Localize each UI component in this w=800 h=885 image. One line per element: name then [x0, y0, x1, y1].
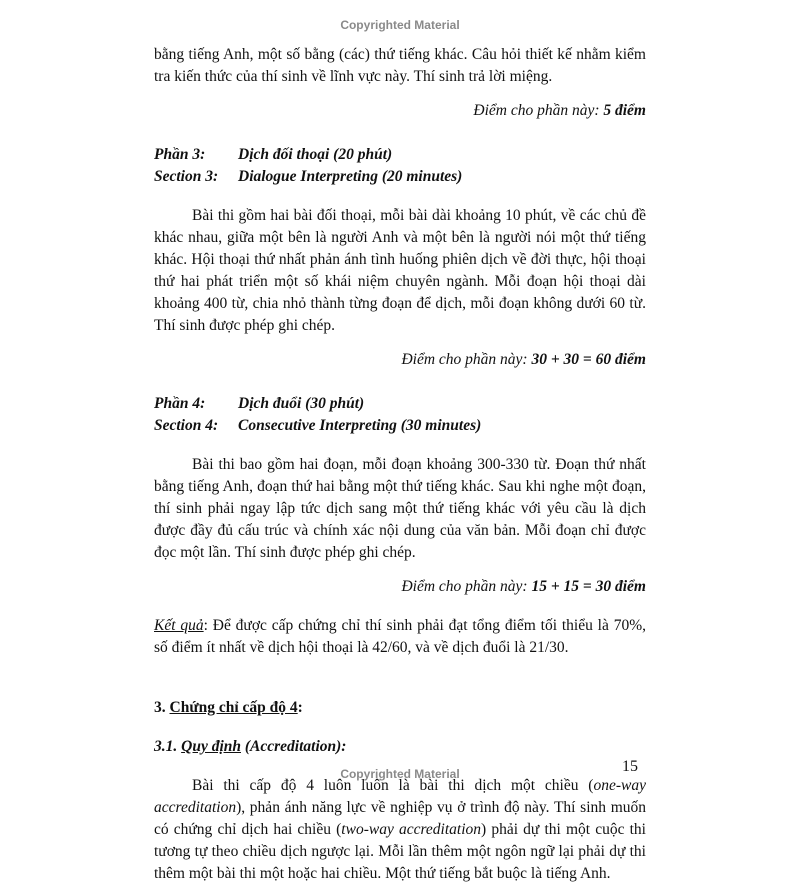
page-number: 15: [622, 758, 638, 775]
result-text: : Để được cấp chứng chỉ thí sinh phải đạt tổng điểm tối thiểu là 70%, số điểm ít nhất về dịch hội thoại là 42/60, và về dịch đuổi là 21/30.: [154, 617, 646, 656]
score-line-part2: [154, 100, 646, 122]
section3-body: [154, 775, 646, 885]
score-value: 15 + 15 = 30 điểm: [531, 578, 646, 595]
section3-colon: :: [297, 699, 303, 716]
part4-en-title: Consecutive Interpreting (30 minutes): [238, 417, 482, 434]
intro-paragraph: bằng tiếng Anh, một số bằng (các) thứ tiếng khác. Câu hỏi thiết kế nhằm kiểm tra kiến thức của thí sinh về lĩnh vực này. Thí sinh trả lời miệng.: [154, 46, 646, 85]
part4-en-label: Section 4:: [154, 417, 219, 434]
score-label: Điểm cho phần này:: [401, 578, 532, 595]
section3-title: Chứng chỉ cấp độ 4: [169, 699, 298, 716]
subsection-title: Quy định: [181, 738, 241, 755]
page-content: [154, 44, 646, 885]
body-text: Bài thi cấp độ 4 luôn luôn là bài thi dịch một chiều (: [192, 777, 594, 794]
part4-vi-title: Dịch đuổi (30 phút): [238, 395, 365, 412]
result-label: Kết quả: [154, 617, 204, 634]
section3-heading: [154, 697, 646, 719]
subsection-rest: (Accreditation):: [241, 738, 347, 755]
score-label: Điểm cho phần này:: [473, 102, 604, 119]
body-text: ) phải dự thi một cuộc thi tương tự theo chiều dịch ngược lại. Mỗi lần thêm một ngôn ngữ lại phải dự thi thêm một bài thi một hoặc hai chiều. Một thứ tiếng bắt buộc là tiếng Anh.: [154, 821, 646, 882]
body-emphasis: one-way accreditation: [154, 777, 646, 816]
result-paragraph: [154, 615, 646, 659]
score-value: 5 điểm: [603, 102, 646, 119]
copyright-banner-bottom: Copyrighted Material: [340, 767, 460, 781]
subsection-number: 3.1.: [154, 738, 182, 755]
score-value: 30 + 30 = 60 điểm: [531, 351, 646, 368]
part3-body: Bài thi gồm hai bài đối thoại, mỗi bài dài khoảng 10 phút, về các chủ đề khác nhau, giữa một bên là người Anh và một bên là người nói một thứ tiếng khác. Hội thoại thứ nhất phản ánh tình huống phiên dịch về đời thực, hội thoại thứ hai phát triển một số khái niệm chuyên ngành. Mỗi đoạn hội thoại dài khoảng 400 từ, chia nhỏ thành từng đoạn để dịch, mỗi đoạn không dưới 60 từ. Thí sinh được phép ghi chép.: [154, 207, 646, 334]
score-label: Điểm cho phần này:: [401, 351, 532, 368]
part3-en-title: Dialogue Interpreting (20 minutes): [238, 168, 463, 185]
part4-body: Bài thi bao gồm hai đoạn, mỗi đoạn khoảng 300-330 từ. Đoạn thứ nhất bằng tiếng Anh, đoạn thứ hai bằng một thứ tiếng khác. Sau khi nghe một đoạn, thí sinh phải ngay lập tức dịch sang một thứ tiếng khác với yêu cầu là dịch được đầy đủ cấu trúc và chính xác nội dung của văn bản. Mỗi đoạn chỉ được đọc một lần. Thí sinh được phép ghi chép.: [154, 456, 646, 561]
score-line-part3: [154, 349, 646, 371]
body-text: ), phản ánh năng lực về nghiệp vụ ở trình độ này. Thí sinh muốn có chứng chỉ dịch hai chiều (: [154, 799, 646, 838]
part3-vi-title: Dịch đối thoại (20 phút): [238, 146, 393, 163]
subsection-heading: [154, 736, 646, 758]
part4-heading: [154, 393, 646, 437]
part3-vi-label: Phần 3:: [154, 146, 206, 163]
part3-heading: [154, 144, 646, 188]
body-emphasis: two-way accreditation: [341, 821, 482, 838]
score-line-part4: [154, 576, 646, 598]
part3-en-label: Section 3:: [154, 168, 219, 185]
copyright-banner-top: Copyrighted Material: [340, 18, 460, 32]
part4-vi-label: Phần 4:: [154, 395, 206, 412]
section3-number: 3.: [154, 699, 170, 716]
